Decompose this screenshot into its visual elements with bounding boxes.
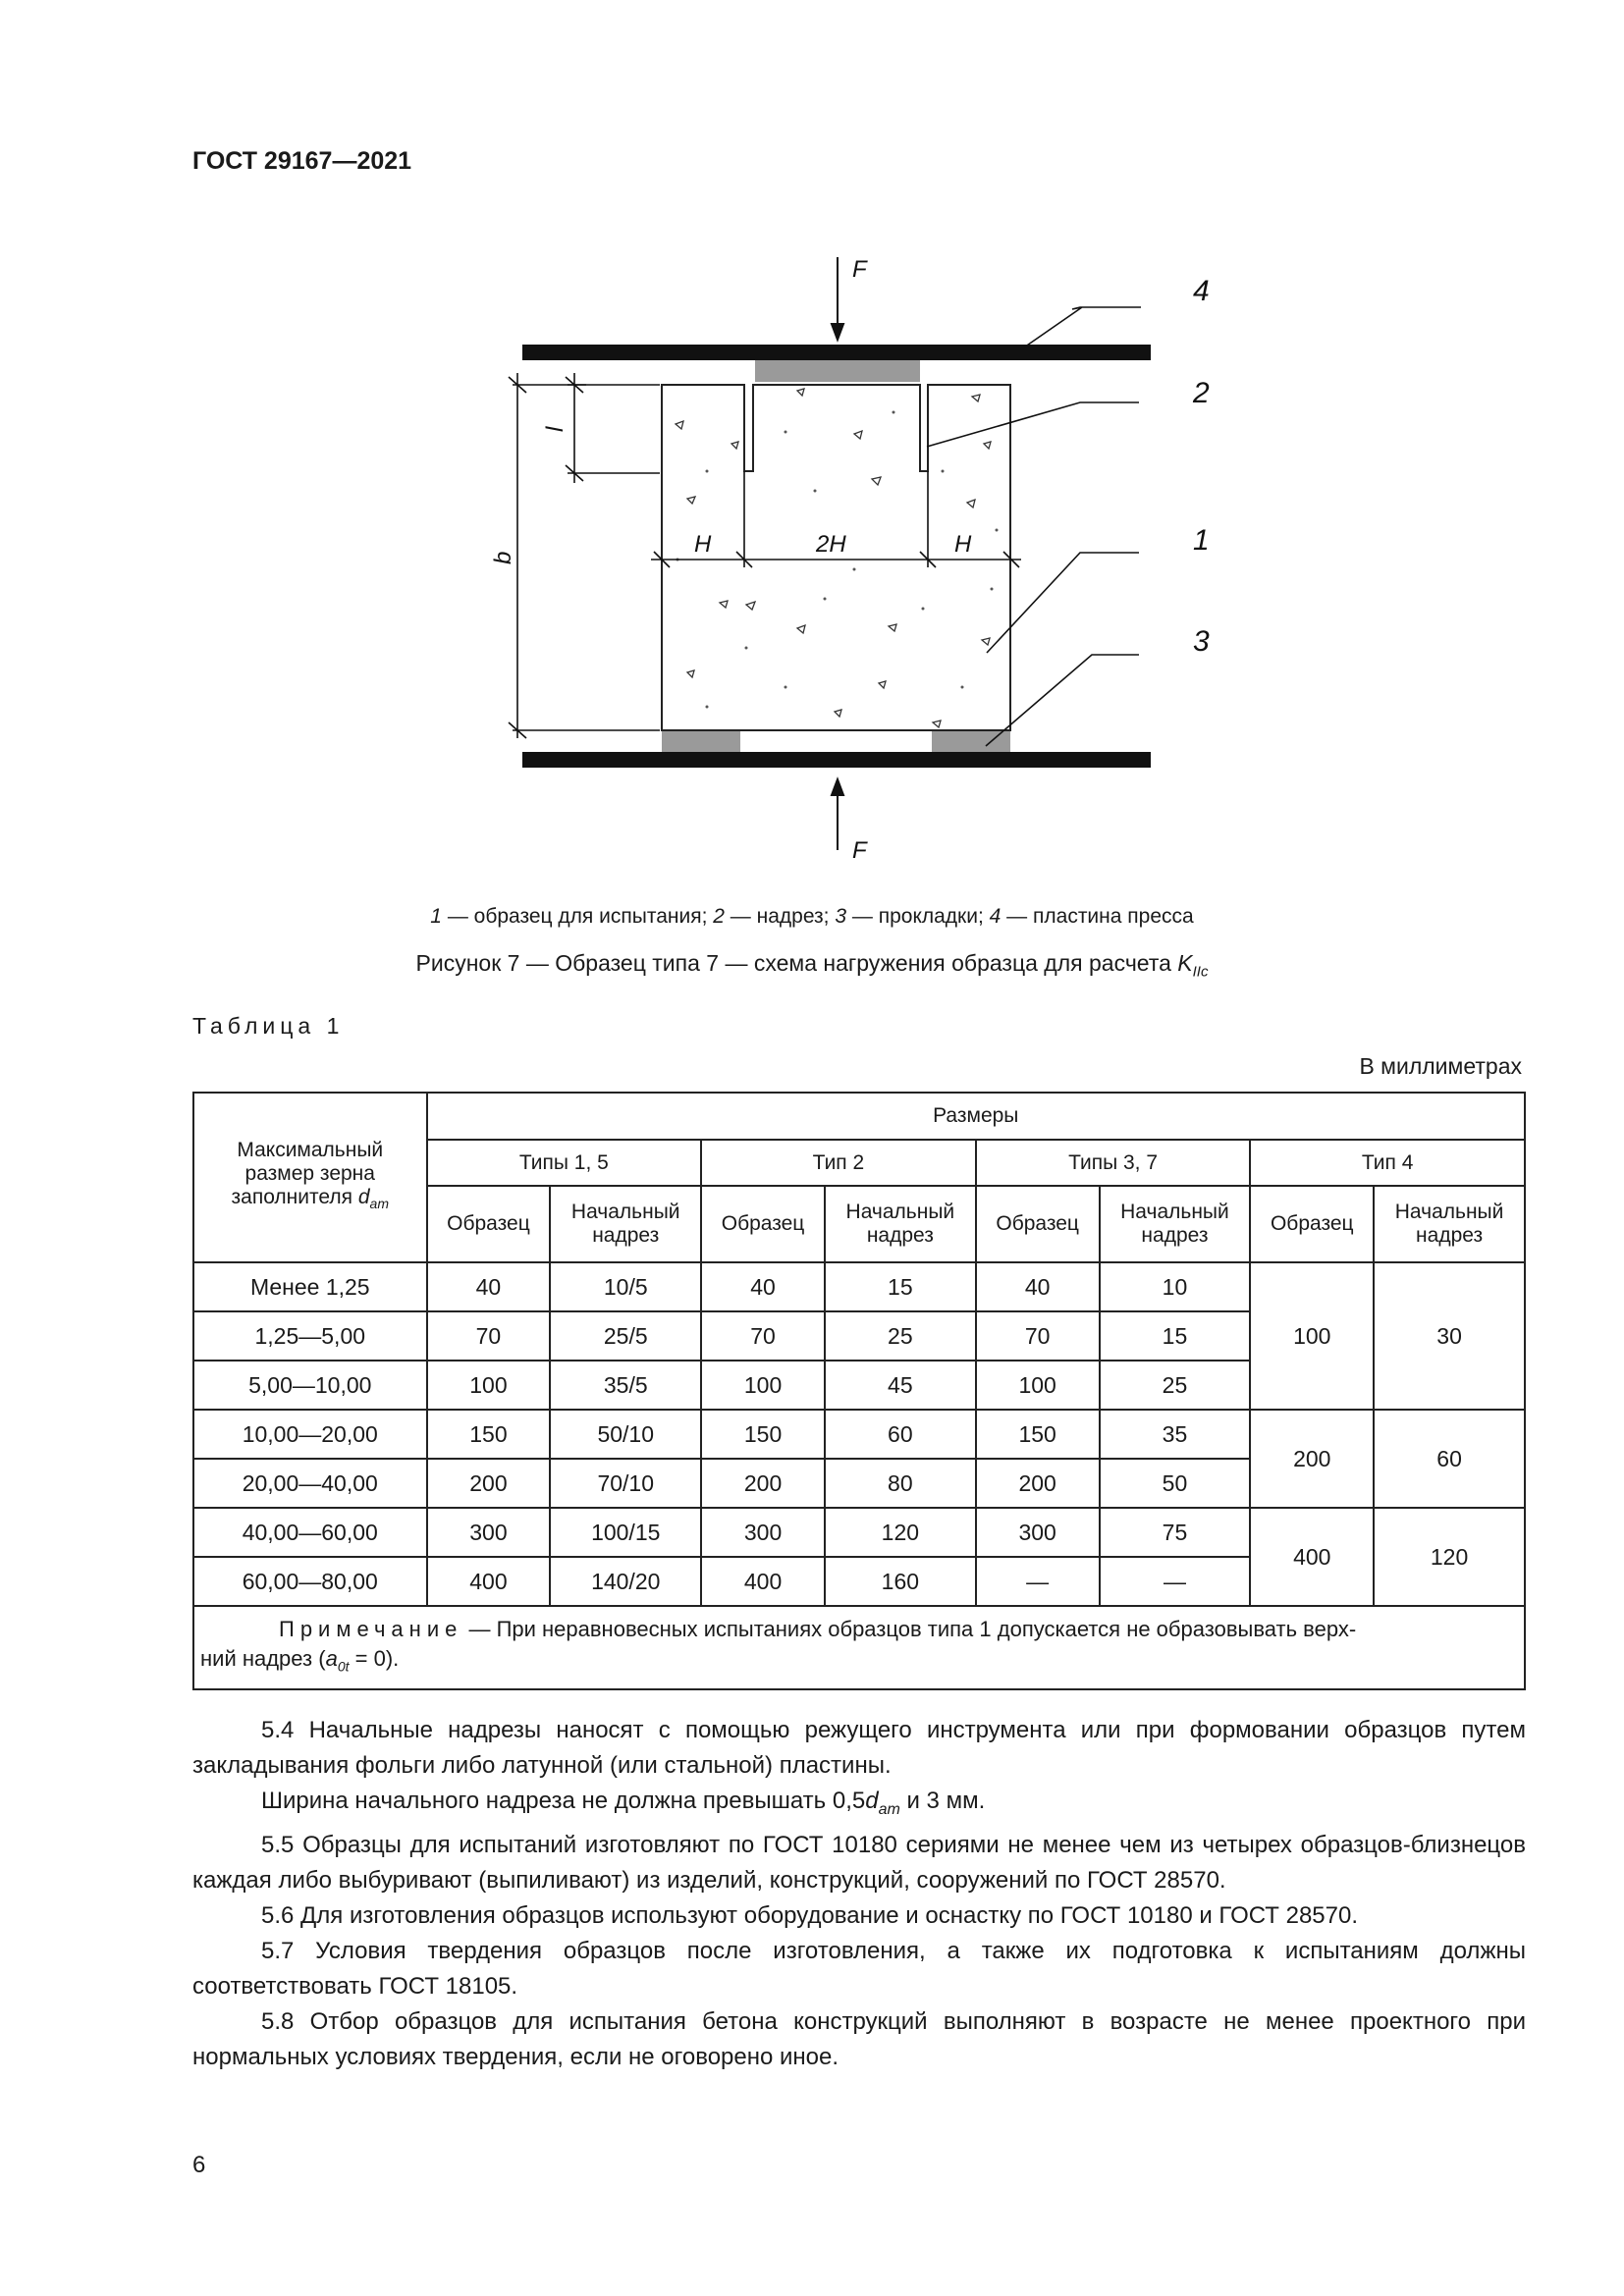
subheader-specimen: Образец (1250, 1186, 1374, 1262)
table-cell: 60,00—80,00 (193, 1557, 427, 1606)
table-cell: 35 (1100, 1410, 1251, 1459)
figure-legend: 1 — образец для испытания; 2 — надрез; 3 — прокладки; 4 — пластина пресса (430, 905, 1194, 928)
dimensions-table (192, 1092, 1526, 1690)
table-cell: 100 (701, 1361, 825, 1410)
table-row (193, 1410, 1525, 1459)
table-cell: 150 (701, 1410, 825, 1459)
table-cell: 15 (1100, 1311, 1251, 1361)
force-arrow-bottom (832, 779, 843, 850)
table-cell: 50/10 (550, 1410, 701, 1459)
table-cell: 100 (976, 1361, 1100, 1410)
dim-H-left-label: H (694, 531, 712, 558)
force-label-top: F (852, 256, 867, 283)
table-cell: 100/15 (550, 1508, 701, 1557)
table-cell: 200 (427, 1459, 551, 1508)
table-cell: 70 (976, 1311, 1100, 1361)
table-cell: 70/10 (550, 1459, 701, 1508)
subheader-specimen: Образец (701, 1186, 825, 1262)
document-header: ГОСТ 29167—2021 (192, 147, 412, 175)
table-cell: 120 (1374, 1508, 1525, 1606)
table-cell: 150 (976, 1410, 1100, 1459)
callout-3: 3 (1193, 625, 1210, 658)
table-cell: 150 (427, 1410, 551, 1459)
paragraph-5-4: 5.4 Начальные надрезы наносят с помощью режущего инструмента или при формовании образцов путем закладывания фольги либо латунной (или стальной) пластины. (192, 1717, 1526, 1779)
table-cell: 70 (701, 1311, 825, 1361)
table-cell: 60 (825, 1410, 976, 1459)
table-cell: 100 (427, 1361, 551, 1410)
dim-b-label: b (490, 551, 516, 564)
table-cell: 35/5 (550, 1361, 701, 1410)
table-cell: 10 (1100, 1262, 1251, 1311)
pad-top (755, 360, 920, 382)
type-header: Типы 1, 5 (427, 1140, 702, 1186)
callout-1: 1 (1193, 524, 1210, 557)
table-cell: 5,00—10,00 (193, 1361, 427, 1410)
table-cell: 25 (825, 1311, 976, 1361)
dim-l-label: l (542, 426, 568, 432)
paragraph-5-4-width: Ширина начального надреза не должна превышать $0,5d_{am}$ и 3 мм. (261, 1788, 986, 1818)
table-row (193, 1508, 1525, 1557)
table-title: Таблица 1 (192, 1013, 345, 1039)
group-header: Размеры (427, 1093, 1525, 1140)
leader-4 (1021, 307, 1141, 349)
body-text (192, 1713, 1526, 2075)
subheader-specimen: Образец (976, 1186, 1100, 1262)
table-cell: 400 (701, 1557, 825, 1606)
paragraph-5-7: 5.7 Условия твердения образцов после изготовления, а также их подготовка к испытаниям должны соответствовать ГОСТ 18105. (192, 1937, 1526, 2000)
table-cell: 400 (427, 1557, 551, 1606)
table-cell: 40 (701, 1262, 825, 1311)
table-units: В миллиметрах (1359, 1053, 1522, 1079)
dim-2H-label: 2H (816, 531, 846, 558)
table-cell: — (976, 1557, 1100, 1606)
table-cell: 140/20 (550, 1557, 701, 1606)
force-arrow-top (832, 257, 843, 340)
subheader-notch: Начальный надрез (1100, 1186, 1251, 1262)
pad-bottom-right (932, 730, 1010, 752)
table-cell: 15 (825, 1262, 976, 1311)
dim-H-right-label: H (954, 531, 972, 558)
paragraph-5-8: 5.8 Отбор образцов для испытания бетона конструкций выполняют в возрасте не менее проектного при нормальных условиях твердения, если не оговорено иное. (192, 2007, 1526, 2070)
table-cell: 20,00—40,00 (193, 1459, 427, 1508)
callout-4: 4 (1193, 275, 1210, 307)
table-cell: 200 (976, 1459, 1100, 1508)
loading-scheme-figure (490, 245, 1210, 874)
table-cell: 200 (1250, 1410, 1374, 1508)
table-cell: 75 (1100, 1508, 1251, 1557)
table-note: Примечание — При неравновесных испытаниях образцов типа 1 допускается не образовывать верх- ний надрез $(a_{0t} = 0)$. (193, 1606, 1525, 1689)
table-row (193, 1262, 1525, 1311)
subheader-specimen: Образец (427, 1186, 551, 1262)
type-header: Тип 4 (1250, 1140, 1525, 1186)
figure-caption: Рисунок 7 — Образец типа 7 — схема нагружения образца для расчета $K_{IIc}$ (415, 950, 1209, 981)
table-cell: — (1100, 1557, 1251, 1606)
table-cell: 160 (825, 1557, 976, 1606)
press-plate-bottom (522, 752, 1151, 768)
table-cell: 10,00—20,00 (193, 1410, 427, 1459)
table-cell: 10/5 (550, 1262, 701, 1311)
specimen-body (662, 385, 1010, 730)
press-plate-top (522, 345, 1151, 360)
table-cell: 70 (427, 1311, 551, 1361)
subheader-notch: Начальный надрез (550, 1186, 701, 1262)
table-cell: 25/5 (550, 1311, 701, 1361)
table-cell: 300 (976, 1508, 1100, 1557)
subheader-notch: Начальный надрез (825, 1186, 976, 1262)
table-cell: 25 (1100, 1361, 1251, 1410)
callout-2: 2 (1193, 377, 1210, 409)
row-header-cell: Максимальный размер зерна заполнителя $d_{am}$ (193, 1093, 427, 1262)
table-cell: 30 (1374, 1262, 1525, 1410)
table-cell: 40,00—60,00 (193, 1508, 427, 1557)
page-number: 6 (192, 2152, 206, 2178)
table-cell: Менее 1,25 (193, 1262, 427, 1311)
table-cell: 60 (1374, 1410, 1525, 1508)
force-label-bottom: F (852, 837, 867, 864)
table-cell: 1,25—5,00 (193, 1311, 427, 1361)
table-cell: 400 (1250, 1508, 1374, 1606)
table-cell: 100 (1250, 1262, 1374, 1410)
table-cell: 50 (1100, 1459, 1251, 1508)
paragraph-5-6: 5.6 Для изготовления образцов используют оборудование и оснастку по ГОСТ 10180 и ГОСТ 28570. (261, 1901, 1359, 1929)
table-cell: 200 (701, 1459, 825, 1508)
table-cell: 120 (825, 1508, 976, 1557)
table-cell: 80 (825, 1459, 976, 1508)
table-cell: 45 (825, 1361, 976, 1410)
pad-bottom-left (662, 730, 740, 752)
subheader-notch: Начальный надрез (1374, 1186, 1525, 1262)
paragraph-5-5: 5.5 Образцы для испытаний изготовляют по ГОСТ 10180 сериями не менее чем из четырех образцов-близнецов каждая либо выбуривают (выпиливают) из изделий, конструкций, сооружений по ГОСТ 28570. (192, 1831, 1526, 1894)
table-cell: 40 (976, 1262, 1100, 1311)
table-cell: 40 (427, 1262, 551, 1311)
table-cell: 300 (427, 1508, 551, 1557)
table-cell: 300 (701, 1508, 825, 1557)
type-header: Типы 3, 7 (976, 1140, 1251, 1186)
type-header: Тип 2 (701, 1140, 976, 1186)
